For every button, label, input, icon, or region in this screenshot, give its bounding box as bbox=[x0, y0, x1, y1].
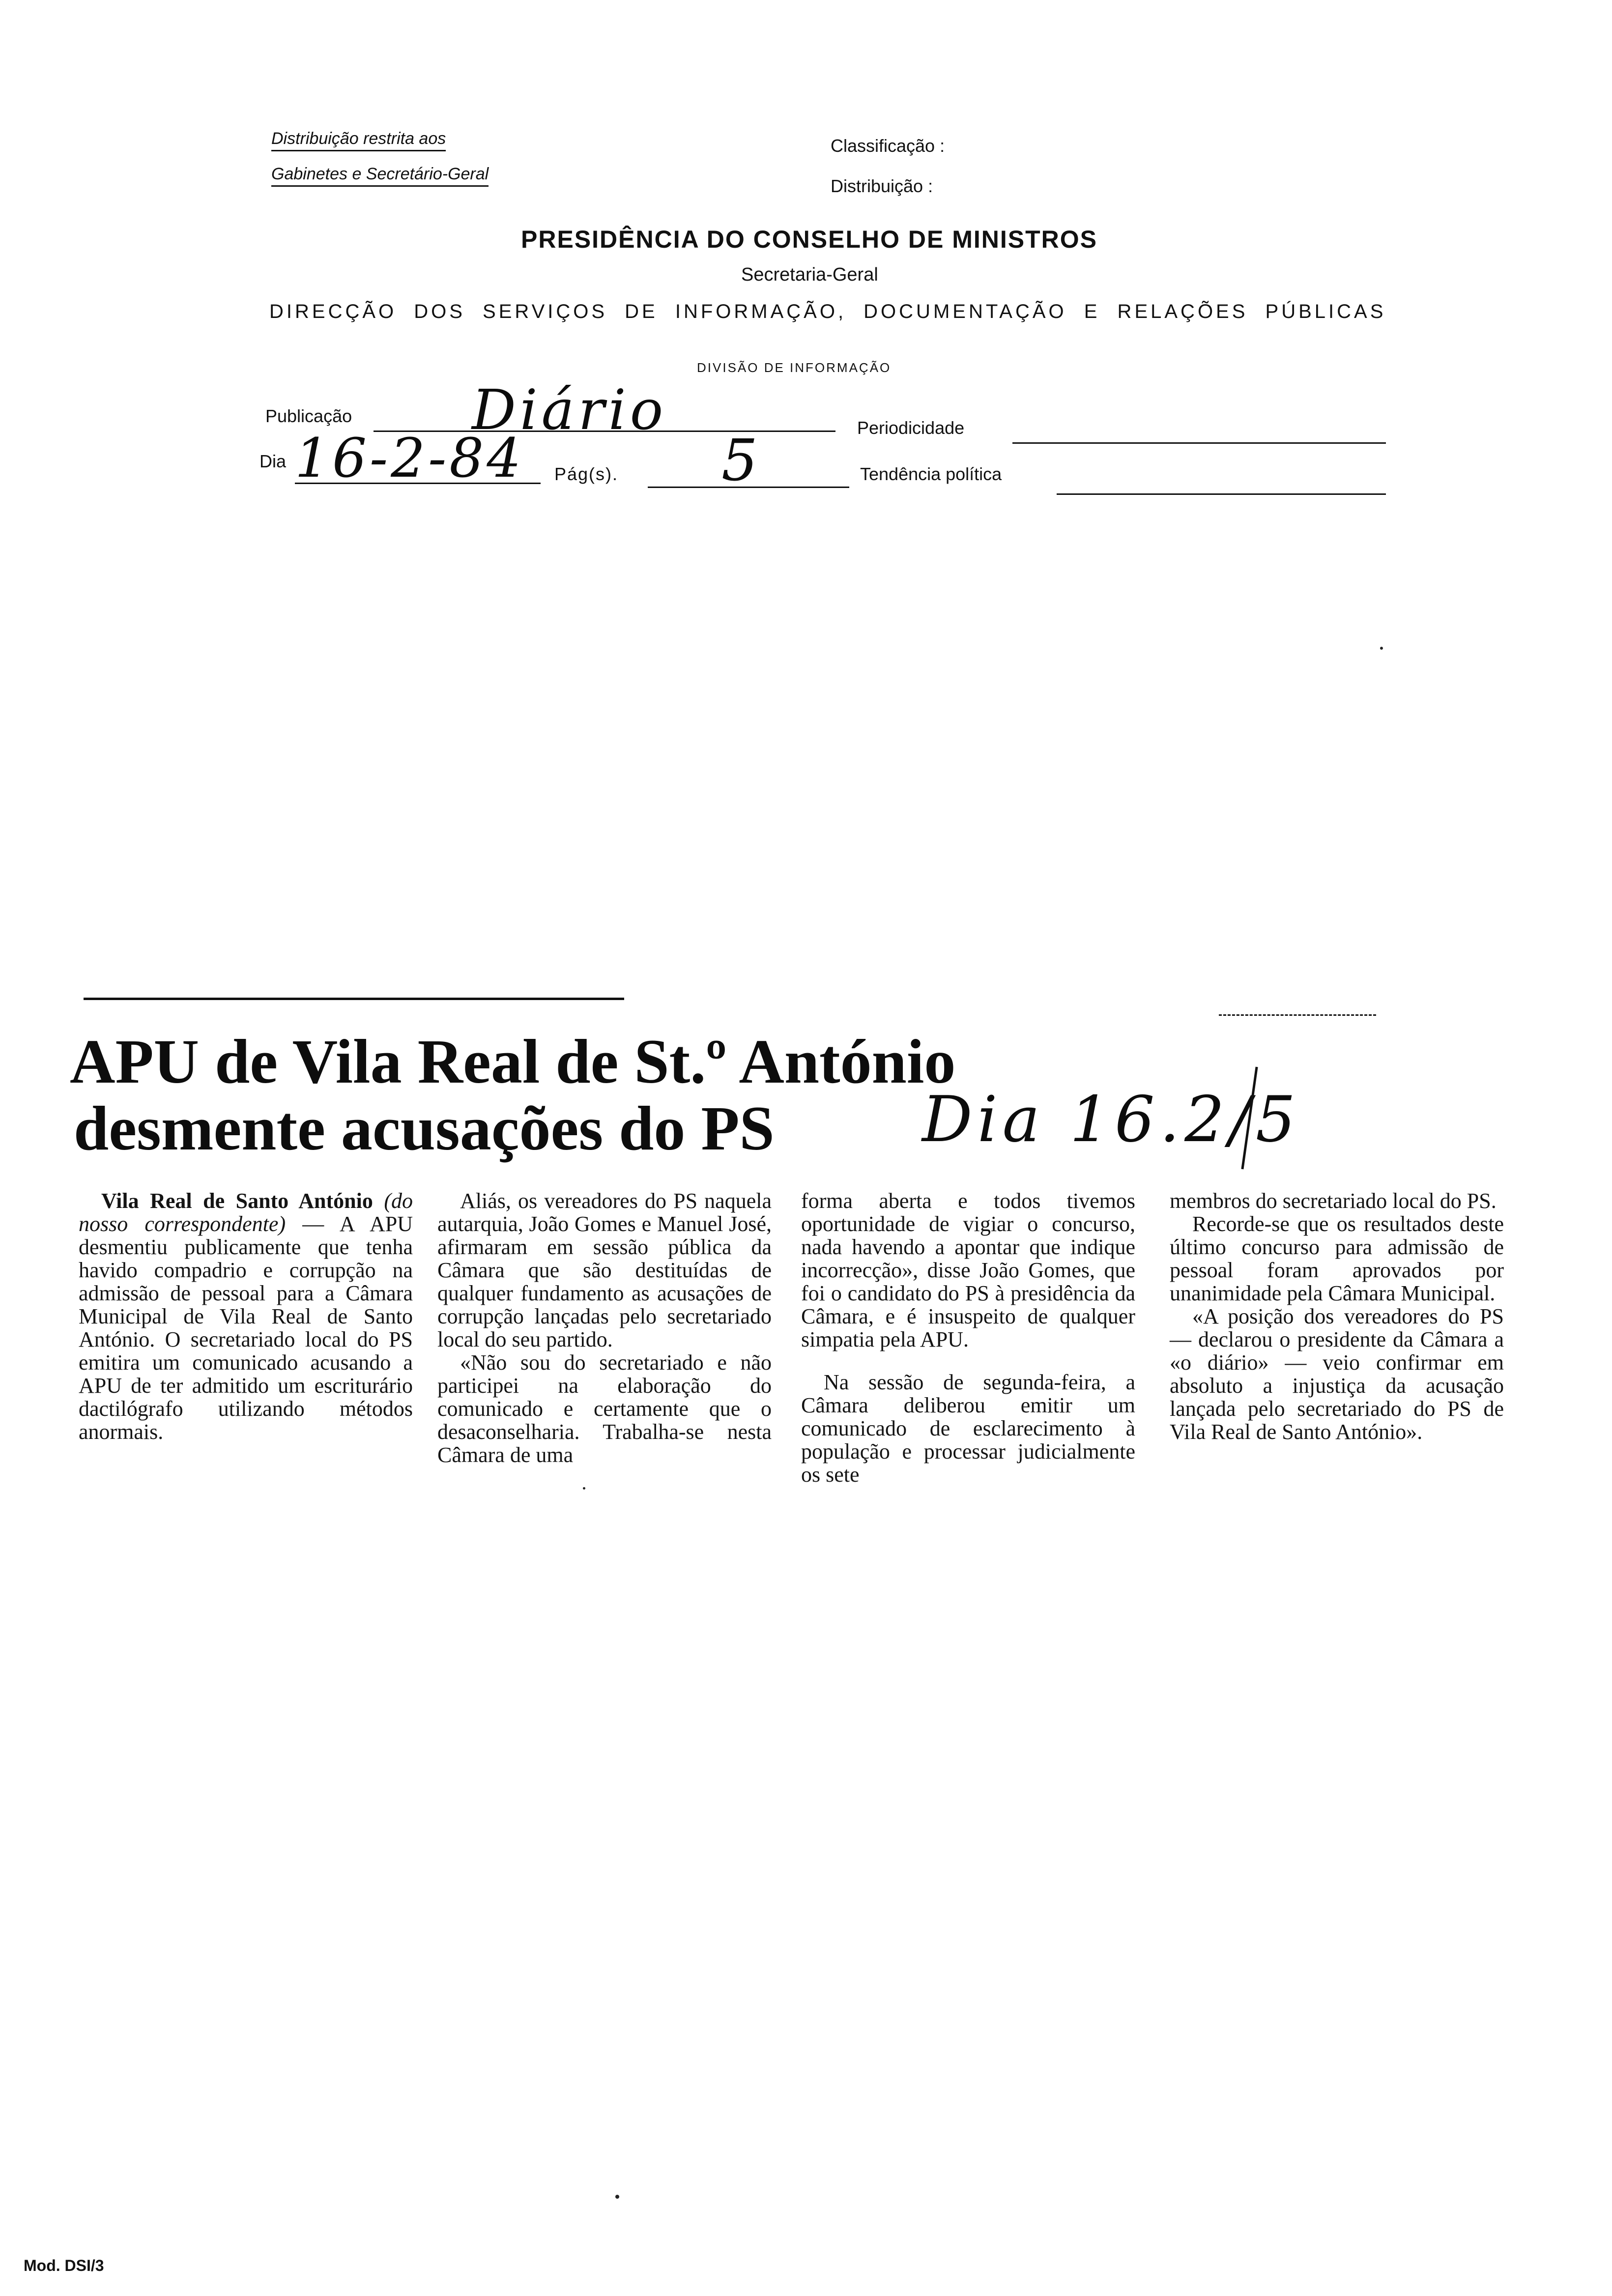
day-underline bbox=[295, 483, 541, 484]
secretariat-name: Secretaria-Geral bbox=[741, 264, 878, 285]
scan-speck bbox=[583, 1487, 585, 1490]
column-2-paragraph-2: «Não sou do secretariado e não participei na elaboração do comunicado e certamente que o desaconselharia. Trabalha-se nesta Câmara de uma bbox=[437, 1350, 772, 1467]
column-4-paragraph-2: Recorde-se que os resultados deste último concurso para admissão de pessoal foram aprovados por unanimidade pela Câmara Municipal. bbox=[1170, 1212, 1504, 1305]
restricted-distribution-note bbox=[271, 129, 489, 187]
clipping-top-rule-fragment bbox=[1219, 1014, 1376, 1016]
article-column-1 bbox=[79, 1189, 413, 1443]
byline: (do nosso correspondente) bbox=[79, 1189, 413, 1236]
column-3-paragraph-2: Na sessão de segunda-feira, a Câmara deliberou emitir um comunicado de esclarecimento à população e processar judicialmente os sete bbox=[801, 1370, 1135, 1487]
column-1-text: — A APU desmentiu publicamente que tenha havido compadrio e corrupção na admissão de pessoal para a Câmara Municipal de Vila Real de Santo António. O secretariado local do PS emitira um comunicado acusando a APU de ter admitido um escriturário dactilógrafo utilizando métodos anormais. bbox=[79, 1212, 413, 1444]
page-label: Pág(s). bbox=[554, 464, 619, 484]
publication-label: Publicação bbox=[265, 406, 352, 426]
tendency-underline bbox=[1057, 493, 1386, 495]
article-column-3 bbox=[801, 1189, 1135, 1486]
restricted-line-2: Gabinetes e Secretário-Geral bbox=[271, 164, 489, 187]
form-model-code: Mod. DSI/3 bbox=[24, 2257, 104, 2274]
directorate-name: DIRECÇÃO DOS SERVIÇOS DE INFORMAÇÃO, DOCUMENTAÇÃO E RELAÇÕES PÚBLICAS bbox=[269, 301, 1386, 322]
column-4-paragraph-3: «A posição dos vereadores do PS — declarou o presidente da Câmara a «o diário» — veio confirmar em absoluto a injustiça da acusação lançada pelo secretariado do PS de Vila Real de Santo António». bbox=[1170, 1304, 1504, 1444]
scan-speck bbox=[1380, 647, 1383, 650]
dateline: Vila Real de Santo António bbox=[101, 1189, 373, 1213]
column-2-paragraph-1: Aliás, os vereadores do PS naquela autarquia, João Gomes e Manuel José, afirmaram em sessão pública da Câmara que são destituídas de qualquer fundamento as acusações de corrupção lançadas pelo secretariado local do seu partido. bbox=[437, 1189, 772, 1351]
scan-speck bbox=[615, 2195, 619, 2199]
page-underline bbox=[648, 487, 849, 488]
column-4-paragraph-1: membros do secretariado local do PS. bbox=[1170, 1189, 1497, 1213]
frequency-underline bbox=[1012, 442, 1386, 444]
division-name: DIVISÃO DE INFORMAÇÃO bbox=[697, 360, 892, 375]
day-handwritten: 16-2-84 bbox=[295, 427, 524, 489]
organization-title: PRESIDÊNCIA DO CONSELHO DE MINISTROS bbox=[521, 226, 1098, 253]
clipping-top-rule bbox=[84, 998, 624, 1000]
restricted-line-1: Distribuição restrita aos bbox=[271, 129, 446, 151]
column-3-paragraph-1: forma aberta e todos tivemos oportunidade de vigiar o concurso, nada havendo a apontar que indique incorrecção», disse João Gomes, que foi o candidato do PS à presidência da Câmara, e é insuspeito de qualquer simpatia pela APU. bbox=[801, 1189, 1135, 1351]
handwritten-date-note: Dia 16.2/5 bbox=[922, 1083, 1301, 1156]
distribution-label: Distribuição : bbox=[831, 176, 933, 196]
tendency-label: Tendência política bbox=[860, 464, 1002, 484]
publication-handwritten: Diário bbox=[472, 378, 667, 442]
frequency-label: Periodicidade bbox=[857, 418, 965, 438]
headline-line-2: desmente acusações do PS bbox=[74, 1093, 775, 1163]
classification-label: Classificação : bbox=[831, 136, 945, 156]
article-column-4 bbox=[1170, 1189, 1504, 1443]
headline-line-1: APU de Vila Real de St.º António bbox=[70, 1027, 956, 1096]
page-handwritten: 5 bbox=[721, 428, 758, 494]
day-label: Dia bbox=[259, 451, 287, 471]
article-column-2 bbox=[437, 1189, 772, 1466]
